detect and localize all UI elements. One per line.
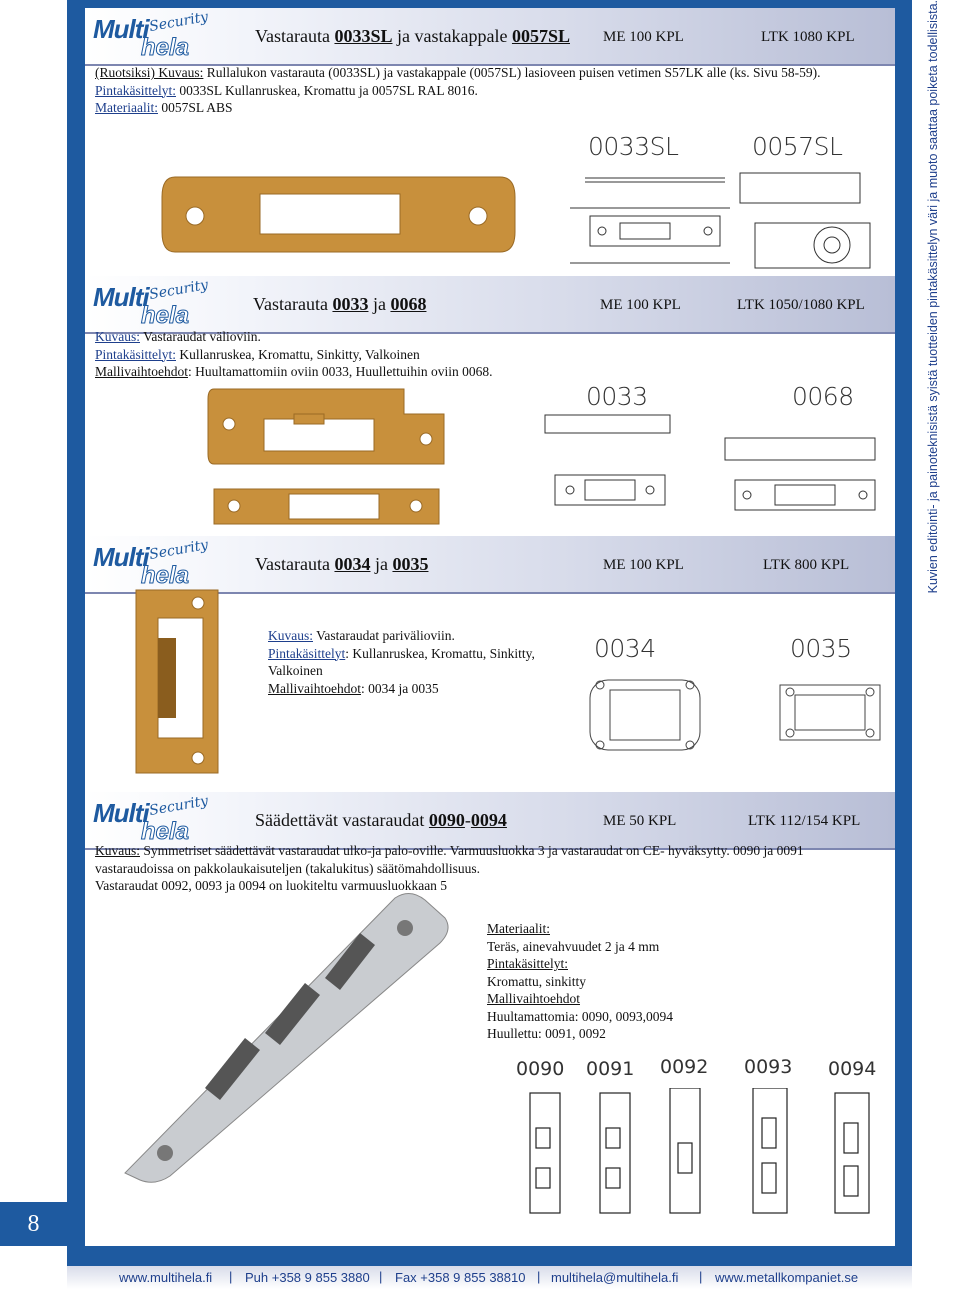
multi-hela-logo: Multi Security hela: [93, 792, 210, 845]
me-quantity: ME 50 KPL: [603, 813, 677, 829]
ltk-quantity: LTK 112/154 KPL: [748, 813, 861, 829]
multi-hela-logo: Multi Security hela: [93, 536, 210, 589]
technical-drawing-0033sl-0057sl: [570, 168, 890, 280]
specifications: Materiaalit: Teräs, ainevahvuudet 2 ja 4 mm Pintakäsittelyt: Kromattu, sinkitty Mallivaihtoehdot Huultamattomia: 0090, 0093,0094 Huullettu: 0091, 0092: [487, 921, 673, 1041]
section-title: Vastarauta 0033SL ja vastakappale 0057SL: [255, 26, 570, 46]
ltk-quantity: LTK 1050/1080 KPL: [737, 297, 865, 313]
fax-number: Fax +358 9 855 38810: [395, 1270, 526, 1285]
me-quantity: ME 100 KPL: [600, 297, 681, 313]
drawing-label: 0093: [744, 1056, 793, 1078]
product-image-0033-0068: [204, 384, 454, 534]
drawing-label: 0035: [790, 634, 852, 663]
drawing-label: 0094: [828, 1058, 877, 1080]
website-link[interactable]: www.multihela.fi: [119, 1270, 213, 1285]
drawing-label: 0033: [586, 382, 648, 411]
section-description: Kuvaus: Symmetriset säädettävät vastaraudat ulko-ja palo-oville. Varmuusluokka 3 ja vastaraudat on CE- hyväksytty. 0090 ja 0091 vastaraudoissa on pakkolaukaisuteljen (takalukitus) säätömahdollisuus. Vastaraudat 0092, 0093 ja 0094 on luokiteltu varmuusluokkaan 5: [95, 843, 804, 893]
section-title: Vastarauta 0034 ja 0035: [255, 554, 429, 574]
website-link-2[interactable]: www.metallkompaniet.se: [715, 1270, 859, 1285]
section-description: Kuvaus: Vastaraudat välioviin. Pintakäsittelyt: Kullanruskea, Kromattu, Sinkitty, Valkoinen Mallivaihtoehdot: Huultamattomiin oviin 0033, Huullettuihin oviin 0068.: [95, 329, 493, 379]
product-image-0033sl: [160, 172, 520, 262]
me-quantity: ME 100 KPL: [603, 557, 684, 573]
section-description: (Ruotsiksi) Kuvaus: Rullalukon vastarauta (0033SL) ja vastakappale (0057SL) lasioveen puisen vetimen S57LK alle (ks. Sivu 58-59). Pintakäsittelyt: 0033SL Kullanruskea, Kromattu ja 0057SL RAL 8016. Materiaalit: 0057SL ABS: [95, 65, 821, 115]
drawing-label: 0092: [660, 1056, 709, 1078]
product-image-0090: [95, 888, 455, 1188]
technical-drawing-0090-0094: [520, 1088, 885, 1218]
ltk-quantity: LTK 1080 KPL: [761, 29, 855, 45]
technical-drawing-0034-0035: [570, 665, 890, 785]
me-quantity: ME 100 KPL: [603, 29, 684, 45]
section-title: Säädettävät vastaraudat 0090-0094: [255, 810, 507, 830]
drawing-label: 0034: [594, 634, 656, 663]
side-disclaimer: Kuvien editointi- ja painoteknisistä syistä tuotteiden pintakäsittelyn väri ja muoto saattaa poiketa todellisista.: [926, 0, 940, 594]
section-header-0033-0068: [85, 276, 895, 334]
page-number: 8: [0, 1202, 67, 1246]
phone-number: Puh +358 9 855 3880: [245, 1270, 370, 1285]
section-header-0034-0035: [85, 536, 895, 594]
multi-hela-logo: Multi Security hela: [93, 8, 210, 61]
footer-contact: www.multihela.fi | Puh +358 9 855 3880 | Fax +358 9 855 38810 | multihela@multihela.fi | www.metallkompaniet.se: [67, 1266, 912, 1289]
drawing-label: 0068: [792, 382, 854, 411]
drawing-label: 0090: [516, 1058, 565, 1080]
ltk-quantity: LTK 800 KPL: [763, 557, 850, 573]
email-link[interactable]: multihela@multihela.fi: [551, 1270, 679, 1285]
product-image-0034: [128, 588, 228, 778]
drawing-label: 0057SL: [752, 132, 843, 161]
section-title: Vastarauta 0033 ja 0068: [253, 294, 427, 314]
drawing-label: 0091: [586, 1058, 635, 1080]
section-description: Kuvaus: Vastaraudat parivälioviin. Pintakäsittelyt: Kullanruskea, Kromattu, Sinkitty, Valkoinen Mallivaihtoehdot: 0034 ja 0035: [268, 628, 535, 696]
multi-hela-logo: Multi Security hela: [93, 276, 210, 329]
section-header-0033sl: [85, 8, 895, 66]
technical-drawing-0033-0068: [535, 410, 885, 530]
drawing-label: 0033SL: [588, 132, 679, 161]
